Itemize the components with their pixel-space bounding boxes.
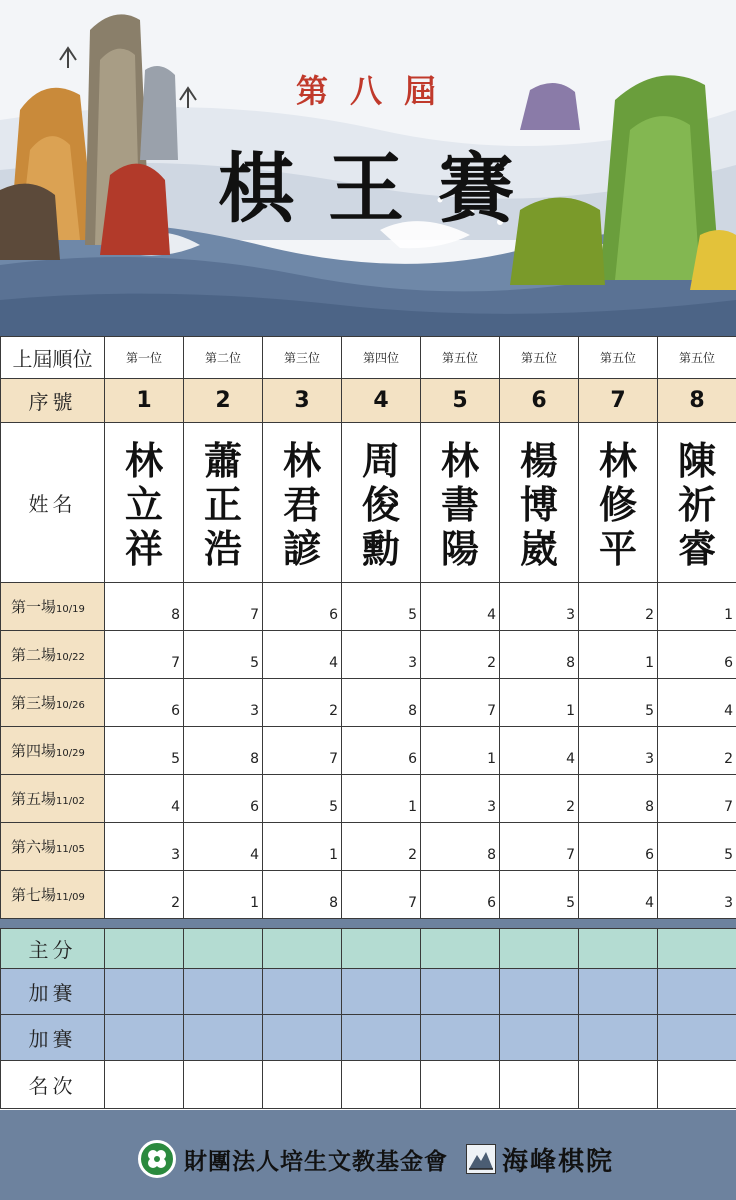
round-value: 5 xyxy=(500,871,579,919)
player-name-char: 陳 xyxy=(677,437,716,483)
round-value: 3 xyxy=(579,727,658,775)
placement-label: 名次 xyxy=(1,1061,105,1109)
main-score-cell xyxy=(105,929,184,969)
previous-rank-label: 上屆順位 xyxy=(1,337,105,379)
player-name-char: 崴 xyxy=(519,525,558,571)
name-label: 姓名 xyxy=(1,423,105,583)
round-name: 第三場 xyxy=(11,694,57,712)
playoff-cell xyxy=(184,1015,263,1061)
main-score-cell xyxy=(184,929,263,969)
player-name-char: 勳 xyxy=(361,525,400,571)
round-value: 8 xyxy=(500,631,579,679)
round-date: 11/05 xyxy=(56,844,85,855)
player-name-char: 博 xyxy=(519,481,558,527)
player-name-char: 立 xyxy=(124,481,163,527)
playoff-cell xyxy=(579,1015,658,1061)
playoff-cell xyxy=(421,1015,500,1061)
previous-rank-cell: 第三位 xyxy=(263,337,342,379)
round-value: 5 xyxy=(658,823,736,871)
player-name xyxy=(658,423,736,583)
separator-row xyxy=(1,919,736,929)
previous-rank-cell: 第二位 xyxy=(184,337,263,379)
round-date: 11/02 xyxy=(56,796,85,807)
player-name-char: 修 xyxy=(598,481,637,527)
round-row xyxy=(1,727,736,775)
main-score-cell xyxy=(342,929,421,969)
round-value: 6 xyxy=(184,775,263,823)
round-value: 2 xyxy=(263,679,342,727)
round-value: 1 xyxy=(579,631,658,679)
footer xyxy=(0,1110,736,1200)
round-name: 第五場 xyxy=(11,790,57,808)
round-value: 1 xyxy=(263,823,342,871)
separator xyxy=(1,919,736,929)
main-score-label: 主分 xyxy=(1,929,105,969)
round-value: 3 xyxy=(184,679,263,727)
previous-rank-cell: 第四位 xyxy=(342,337,421,379)
playoff-label: 加賽 xyxy=(1,969,105,1015)
round-value: 7 xyxy=(658,775,736,823)
round-label xyxy=(1,775,105,823)
round-date: 10/19 xyxy=(56,604,85,615)
previous-rank-cell: 第五位 xyxy=(500,337,579,379)
round-value: 6 xyxy=(342,727,421,775)
player-name-char: 楊 xyxy=(519,437,558,483)
clover-icon xyxy=(138,1140,176,1178)
round-value: 5 xyxy=(184,631,263,679)
playoff-cell xyxy=(105,1015,184,1061)
round-value: 1 xyxy=(658,583,736,631)
round-date: 10/26 xyxy=(56,700,85,711)
main-score-cell xyxy=(500,929,579,969)
round-value: 5 xyxy=(263,775,342,823)
round-row xyxy=(1,871,736,919)
playoff-cell xyxy=(105,969,184,1015)
round-date: 10/29 xyxy=(56,748,85,759)
round-value: 3 xyxy=(105,823,184,871)
main-score-cell xyxy=(263,929,342,969)
organization-name: 財團法人培生文教基金會 xyxy=(184,1149,448,1175)
playoff-label: 加賽 xyxy=(1,1015,105,1061)
banner xyxy=(0,0,736,336)
seq-row xyxy=(1,379,736,423)
seq-number: 8 xyxy=(658,379,736,423)
round-value: 3 xyxy=(658,871,736,919)
player-name-char: 蕭 xyxy=(203,437,242,483)
previous-rank-cell: 第五位 xyxy=(579,337,658,379)
seq-number: 6 xyxy=(500,379,579,423)
player-name-char: 正 xyxy=(203,481,242,527)
round-value: 5 xyxy=(105,727,184,775)
main-score-row xyxy=(1,929,736,969)
player-name-char: 俊 xyxy=(361,481,400,527)
round-name: 第四場 xyxy=(11,742,57,760)
round-value: 7 xyxy=(500,823,579,871)
standings-table xyxy=(0,336,736,1109)
round-value: 4 xyxy=(105,775,184,823)
round-date: 11/09 xyxy=(56,892,85,903)
round-value: 2 xyxy=(658,727,736,775)
round-value: 8 xyxy=(184,727,263,775)
round-value: 1 xyxy=(184,871,263,919)
round-value: 4 xyxy=(184,823,263,871)
playoff-cell xyxy=(658,969,736,1015)
round-value: 4 xyxy=(421,583,500,631)
round-value: 8 xyxy=(342,679,421,727)
round-name: 第七場 xyxy=(11,886,57,904)
player-name-char: 林 xyxy=(598,437,637,483)
round-value: 6 xyxy=(421,871,500,919)
placement-cell xyxy=(263,1061,342,1109)
player-name xyxy=(105,423,184,583)
round-row xyxy=(1,583,736,631)
round-value: 7 xyxy=(184,583,263,631)
round-value: 4 xyxy=(263,631,342,679)
round-row xyxy=(1,823,736,871)
seq-number: 1 xyxy=(105,379,184,423)
round-value: 4 xyxy=(500,727,579,775)
seq-label: 序號 xyxy=(1,379,105,423)
player-name-char: 祈 xyxy=(677,481,716,527)
seq-number: 7 xyxy=(579,379,658,423)
placement-cell xyxy=(579,1061,658,1109)
placement-cell xyxy=(500,1061,579,1109)
playoff-cell xyxy=(658,1015,736,1061)
tournament-edition: 第八屆 xyxy=(295,72,458,110)
round-label xyxy=(1,583,105,631)
round-value: 4 xyxy=(579,871,658,919)
academy-name: 海峰棋院 xyxy=(502,1147,615,1177)
seq-number: 3 xyxy=(263,379,342,423)
playoff-row-2 xyxy=(1,1015,736,1061)
round-value: 3 xyxy=(342,631,421,679)
playoff-cell xyxy=(263,969,342,1015)
round-value: 6 xyxy=(658,631,736,679)
player-name-char: 林 xyxy=(282,437,321,483)
playoff-cell xyxy=(184,969,263,1015)
round-value: 7 xyxy=(105,631,184,679)
placement-cell xyxy=(658,1061,736,1109)
round-value: 8 xyxy=(421,823,500,871)
round-value: 1 xyxy=(500,679,579,727)
round-value: 6 xyxy=(105,679,184,727)
round-value: 2 xyxy=(500,775,579,823)
playoff-cell xyxy=(421,969,500,1015)
round-value: 7 xyxy=(263,727,342,775)
previous-rank-cell: 第五位 xyxy=(658,337,736,379)
player-name xyxy=(421,423,500,583)
player-name xyxy=(579,423,658,583)
player-name xyxy=(263,423,342,583)
playoff-cell xyxy=(342,969,421,1015)
round-value: 4 xyxy=(658,679,736,727)
seq-number: 5 xyxy=(421,379,500,423)
round-value: 6 xyxy=(579,823,658,871)
round-row xyxy=(1,775,736,823)
player-name-char: 周 xyxy=(361,437,400,483)
round-row xyxy=(1,631,736,679)
player-name-char: 書 xyxy=(440,481,479,527)
round-value: 5 xyxy=(579,679,658,727)
round-value: 8 xyxy=(105,583,184,631)
player-name xyxy=(342,423,421,583)
player-name-char: 浩 xyxy=(203,525,242,571)
main-score-cell xyxy=(421,929,500,969)
seq-number: 2 xyxy=(184,379,263,423)
main-score-cell xyxy=(658,929,736,969)
round-label xyxy=(1,823,105,871)
round-value: 7 xyxy=(342,871,421,919)
main-score-cell xyxy=(579,929,658,969)
name-row xyxy=(1,423,736,583)
round-value: 1 xyxy=(342,775,421,823)
player-name-char: 諺 xyxy=(282,525,321,571)
round-value: 5 xyxy=(342,583,421,631)
round-value: 8 xyxy=(263,871,342,919)
previous-rank-cell: 第五位 xyxy=(421,337,500,379)
round-value: 2 xyxy=(105,871,184,919)
placement-row xyxy=(1,1061,736,1109)
playoff-cell xyxy=(342,1015,421,1061)
mountain-logo-icon xyxy=(466,1144,496,1174)
playoff-cell xyxy=(579,969,658,1015)
player-name-char: 祥 xyxy=(124,525,163,571)
player-name-char: 林 xyxy=(440,437,479,483)
playoff-row-1 xyxy=(1,969,736,1015)
round-value: 3 xyxy=(421,775,500,823)
tournament-title: 棋王賽 xyxy=(218,144,548,233)
player-name-char: 平 xyxy=(598,525,637,571)
playoff-cell xyxy=(500,1015,579,1061)
round-value: 2 xyxy=(579,583,658,631)
round-label xyxy=(1,631,105,679)
placement-cell xyxy=(105,1061,184,1109)
seq-number: 4 xyxy=(342,379,421,423)
round-date: 10/22 xyxy=(56,652,85,663)
round-label xyxy=(1,727,105,775)
player-name-char: 睿 xyxy=(677,525,716,571)
playoff-cell xyxy=(500,969,579,1015)
round-value: 3 xyxy=(500,583,579,631)
previous-rank-cell: 第一位 xyxy=(105,337,184,379)
player-name-char: 林 xyxy=(124,437,163,483)
playoff-cell xyxy=(263,1015,342,1061)
placement-cell xyxy=(421,1061,500,1109)
placement-cell xyxy=(342,1061,421,1109)
round-name: 第一場 xyxy=(11,598,57,616)
player-name xyxy=(184,423,263,583)
placement-cell xyxy=(184,1061,263,1109)
round-value: 7 xyxy=(421,679,500,727)
round-label xyxy=(1,679,105,727)
round-row xyxy=(1,679,736,727)
round-label xyxy=(1,871,105,919)
player-name-char: 陽 xyxy=(440,525,479,571)
round-name: 第六場 xyxy=(11,838,57,856)
round-name: 第二場 xyxy=(11,646,57,664)
round-value: 1 xyxy=(421,727,500,775)
round-value: 2 xyxy=(421,631,500,679)
round-value: 2 xyxy=(342,823,421,871)
round-value: 6 xyxy=(263,583,342,631)
previous-rank-row xyxy=(1,337,736,379)
round-value: 8 xyxy=(579,775,658,823)
player-name-char: 君 xyxy=(282,481,321,527)
player-name xyxy=(500,423,579,583)
